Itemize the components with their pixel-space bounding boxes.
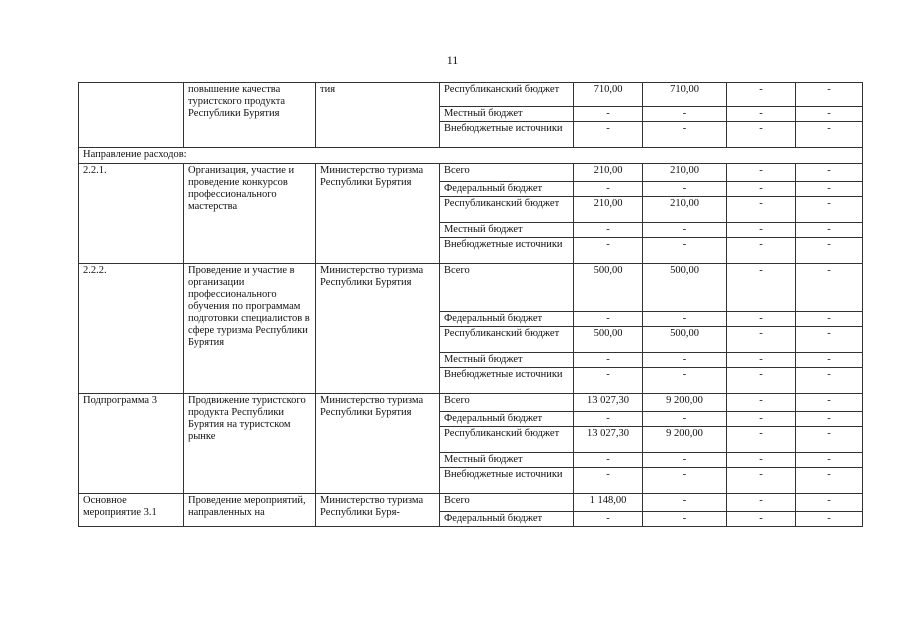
name-cell: повышение качества туристского продукта Республики Бурятия	[184, 83, 316, 148]
value-cell: 210,00	[643, 164, 727, 182]
source-cell: Республиканский бюджет	[440, 427, 574, 453]
value-cell: -	[727, 394, 796, 412]
value-cell: -	[643, 182, 727, 197]
value-cell: -	[574, 223, 643, 238]
executor-cell: Министерство туризма Республики Бурятия	[316, 164, 440, 264]
page-number: 11	[446, 53, 459, 67]
source-cell: Всего	[440, 394, 574, 412]
value-cell: -	[727, 83, 796, 107]
value-cell: 500,00	[574, 327, 643, 353]
value-cell: 710,00	[574, 83, 643, 107]
source-cell: Федеральный бюджет	[440, 512, 574, 527]
code-cell: Подпрограмма 3	[79, 394, 184, 494]
value-cell: -	[574, 107, 643, 122]
value-cell: -	[643, 312, 727, 327]
value-cell: -	[727, 223, 796, 238]
value-cell: -	[574, 412, 643, 427]
value-cell: -	[727, 238, 796, 264]
value-cell: -	[574, 353, 643, 368]
table-row	[79, 494, 863, 512]
source-cell: Республиканский бюджет	[440, 83, 574, 107]
value-cell: -	[796, 182, 863, 197]
source-cell: Местный бюджет	[440, 453, 574, 468]
value-cell: -	[796, 368, 863, 394]
value-cell: -	[796, 312, 863, 327]
value-cell: -	[643, 223, 727, 238]
executor-cell: Министерство туризма Республики Бурятия	[316, 394, 440, 494]
value-cell: 500,00	[643, 264, 727, 312]
value-cell: -	[796, 512, 863, 527]
value-cell: -	[643, 412, 727, 427]
value-cell: -	[796, 238, 863, 264]
source-cell: Местный бюджет	[440, 107, 574, 122]
section-row	[79, 148, 863, 164]
code-cell: Основное мероприятие 3.1	[79, 494, 184, 527]
value-cell: 710,00	[643, 83, 727, 107]
value-cell: 9 200,00	[643, 394, 727, 412]
value-cell: -	[643, 453, 727, 468]
value-cell: 500,00	[574, 264, 643, 312]
value-cell: -	[727, 107, 796, 122]
source-cell: Местный бюджет	[440, 223, 574, 238]
value-cell: -	[796, 327, 863, 353]
value-cell: 210,00	[643, 197, 727, 223]
value-cell: -	[727, 512, 796, 527]
table-row	[79, 164, 863, 182]
source-cell: Федеральный бюджет	[440, 312, 574, 327]
value-cell: -	[727, 122, 796, 148]
value-cell: -	[796, 453, 863, 468]
value-cell: -	[643, 512, 727, 527]
value-cell: -	[727, 412, 796, 427]
value-cell: -	[727, 368, 796, 394]
source-cell: Внебюджетные источники	[440, 238, 574, 264]
value-cell: -	[727, 453, 796, 468]
name-cell: Организация, участие и проведение конкурсов профессионального мастерства	[184, 164, 316, 264]
name-cell: Проведение мероприятий, направленных на	[184, 494, 316, 527]
value-cell: -	[574, 182, 643, 197]
value-cell: -	[727, 264, 796, 312]
source-cell: Внебюджетные источники	[440, 122, 574, 148]
value-cell: 1 148,00	[574, 494, 643, 512]
value-cell: -	[574, 368, 643, 394]
value-cell: 13 027,30	[574, 427, 643, 453]
value-cell: 210,00	[574, 164, 643, 182]
value-cell: -	[574, 312, 643, 327]
value-cell: -	[727, 427, 796, 453]
value-cell: -	[796, 264, 863, 312]
value-cell: -	[796, 107, 863, 122]
code-cell: 2.2.2.	[79, 264, 184, 394]
value-cell: -	[727, 312, 796, 327]
table-row	[79, 83, 863, 107]
source-cell: Республиканский бюджет	[440, 197, 574, 223]
value-cell: -	[574, 468, 643, 494]
value-cell: -	[727, 468, 796, 494]
table-row	[79, 394, 863, 412]
source-cell: Всего	[440, 164, 574, 182]
value-cell: -	[643, 494, 727, 512]
source-cell: Республиканский бюджет	[440, 327, 574, 353]
value-cell: -	[574, 122, 643, 148]
budget-table	[78, 82, 863, 527]
value-cell: -	[727, 353, 796, 368]
value-cell: -	[796, 394, 863, 412]
value-cell: -	[796, 197, 863, 223]
source-cell: Всего	[440, 264, 574, 312]
value-cell: -	[727, 197, 796, 223]
name-cell: Продвижение туристского продукта Республики Бурятия на туристском рынке	[184, 394, 316, 494]
value-cell: -	[574, 453, 643, 468]
table-row	[79, 264, 863, 312]
value-cell: -	[796, 412, 863, 427]
source-cell: Всего	[440, 494, 574, 512]
value-cell: -	[796, 122, 863, 148]
value-cell: -	[796, 427, 863, 453]
value-cell: -	[796, 353, 863, 368]
value-cell: 500,00	[643, 327, 727, 353]
value-cell: -	[796, 83, 863, 107]
source-cell: Федеральный бюджет	[440, 182, 574, 197]
executor-cell: Министерство туризма Республики Бурятия	[316, 264, 440, 394]
value-cell: -	[727, 494, 796, 512]
direction-label: Направление расходов:	[79, 148, 863, 164]
value-cell: -	[574, 238, 643, 264]
value-cell: -	[643, 353, 727, 368]
code-cell: 2.2.1.	[79, 164, 184, 264]
value-cell: -	[796, 468, 863, 494]
value-cell: -	[727, 164, 796, 182]
value-cell: -	[796, 164, 863, 182]
executor-cell: Министерство туризма Республики Буря-	[316, 494, 440, 527]
name-cell: Проведение и участие в организации профессионального обучения по программам подготовки специалистов в сфере туризма Республики Бурятия	[184, 264, 316, 394]
value-cell: -	[727, 182, 796, 197]
value-cell: 13 027,30	[574, 394, 643, 412]
value-cell: -	[643, 238, 727, 264]
value-cell: -	[643, 122, 727, 148]
value-cell: -	[796, 494, 863, 512]
executor-cell: тия	[316, 83, 440, 148]
value-cell: 9 200,00	[643, 427, 727, 453]
source-cell: Федеральный бюджет	[440, 412, 574, 427]
value-cell: -	[643, 368, 727, 394]
code-cell	[79, 83, 184, 148]
source-cell: Местный бюджет	[440, 353, 574, 368]
value-cell: -	[796, 223, 863, 238]
value-cell: 210,00	[574, 197, 643, 223]
source-cell: Внебюджетные источники	[440, 368, 574, 394]
value-cell: -	[574, 512, 643, 527]
source-cell: Внебюджетные источники	[440, 468, 574, 494]
value-cell: -	[643, 468, 727, 494]
value-cell: -	[727, 327, 796, 353]
value-cell: -	[643, 107, 727, 122]
